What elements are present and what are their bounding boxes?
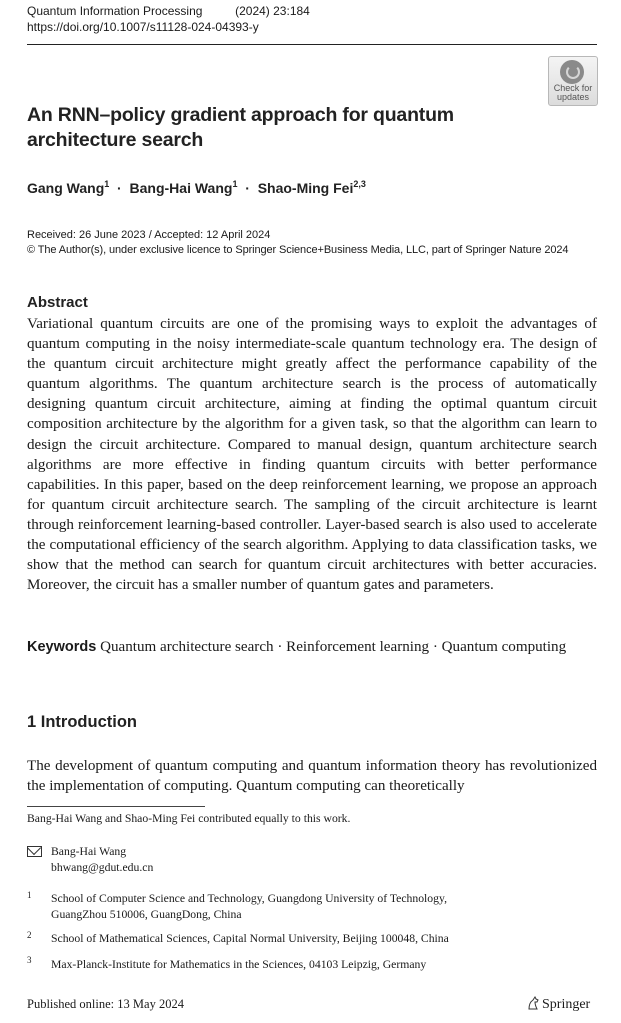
paper-title: An RNN–policy gradient approach for quantum architecture search — [27, 104, 454, 151]
journal-header — [27, 4, 310, 18]
section-heading: 1 Introduction — [27, 713, 137, 731]
check-for-updates-icon — [560, 60, 584, 84]
affiliation-2: School of Mathematical Sciences, Capital Normal University, Beijing 100048, China — [51, 932, 449, 945]
contribution-note: Bang-Hai Wang and Shao-Ming Fei contributed equally to this work. — [27, 812, 351, 825]
author-affil: 1 — [104, 179, 110, 189]
introduction-text: The development of quantum computing and quantum information theory has revolutionized the implementation of computing. Quantum computing can theoretically — [27, 758, 597, 795]
author-name[interactable]: Shao-Ming Fei — [257, 180, 354, 196]
abstract-text: Variational quantum circuits are one of the promising ways to exploit the advantages of quantum computing in the noisy intermediate-scale quantum technology era. The design of the quantum circuit architecture might greatly affect the performance capability of the quantum algorithms. The quantum architecture search is the process of automatically designing quantum circuit architecture, aiming at finding the optimal quantum circuit composition architecture by the algorithm for a given task, so that the algorithm can learn to design the circuit architecture. Compared to manual design, quantum architecture search algorithms are more effective in finding quantum circuits with better performance capabilities. In this paper, based on the deep reinforcement learning, we propose an approach for quantum circuit architecture search. The sampling of the circuit architecture is learnt through reinforcement learning-based controller. Layer-based search is also used to accelerate the computational efficiency of the search algorithm. Applying to data classification tasks, we show that the method can search for quantum circuit architectures with better accuracies. Moreover, the circuit has a smaller number of quantum gates and parameters. — [27, 316, 597, 594]
affiliation-number: 1 — [27, 890, 32, 900]
journal-volume: (2024) 23:184 — [235, 4, 310, 18]
check-for-updates-badge[interactable] — [548, 56, 598, 106]
author-name[interactable]: Gang Wang — [27, 180, 105, 196]
springer-horse-icon — [527, 996, 539, 1010]
author-name[interactable]: Bang-Hai Wang — [129, 180, 233, 196]
corresponding-email[interactable]: bhwang@gdut.edu.cn — [51, 861, 154, 874]
affiliation-number: 2 — [27, 930, 32, 940]
keywords-label: Keywords — [27, 639, 97, 655]
header-rule — [27, 44, 597, 45]
author-affil: 2,3 — [353, 179, 366, 189]
affiliation-3: Max-Planck-Institute for Mathematics in the Sciences, 04103 Leipzig, Germany — [51, 958, 427, 971]
doi-link[interactable]: https://doi.org/10.1007/s11128-024-04393-y — [27, 20, 259, 34]
badge-line-1: Check for — [553, 83, 593, 93]
abstract-heading: Abstract — [27, 294, 88, 311]
footnote-rule — [27, 806, 205, 807]
corresponding-author: Bang-Hai Wang — [51, 845, 127, 858]
envelope-icon — [27, 846, 42, 857]
copyright-notice: © The Author(s), under exclusive licence to Springer Science+Business Media, LLC, part of Springer Nature 2024 — [27, 244, 569, 256]
affiliation-number: 3 — [27, 955, 32, 965]
author-list: Gang Wang$^1$ · Bang-Hai Wang$^1$ · Shao-Ming Fei$^{2,3}$ — [27, 179, 366, 196]
journal-name: Quantum Information Processing — [27, 4, 203, 18]
affiliation-1-line-2: GuangZhou 510006, GuangDong, China — [51, 908, 242, 921]
received-accepted-dates: Received: 26 June 2023 / Accepted: 12 April 2024 — [27, 229, 271, 241]
keywords — [27, 637, 597, 657]
author-affil: 1 — [232, 179, 238, 189]
publisher-logo[interactable] — [527, 996, 590, 1013]
affiliation-1-line-1: School of Computer Science and Technology, Guangdong University of Technology, — [51, 892, 447, 905]
keywords-text: Quantum architecture search · Reinforcement learning · Quantum computing — [100, 639, 567, 655]
badge-line-2: updates — [556, 92, 590, 102]
published-online: Published online: 13 May 2024 — [27, 997, 184, 1011]
publisher-name: Springer — [542, 997, 591, 1012]
